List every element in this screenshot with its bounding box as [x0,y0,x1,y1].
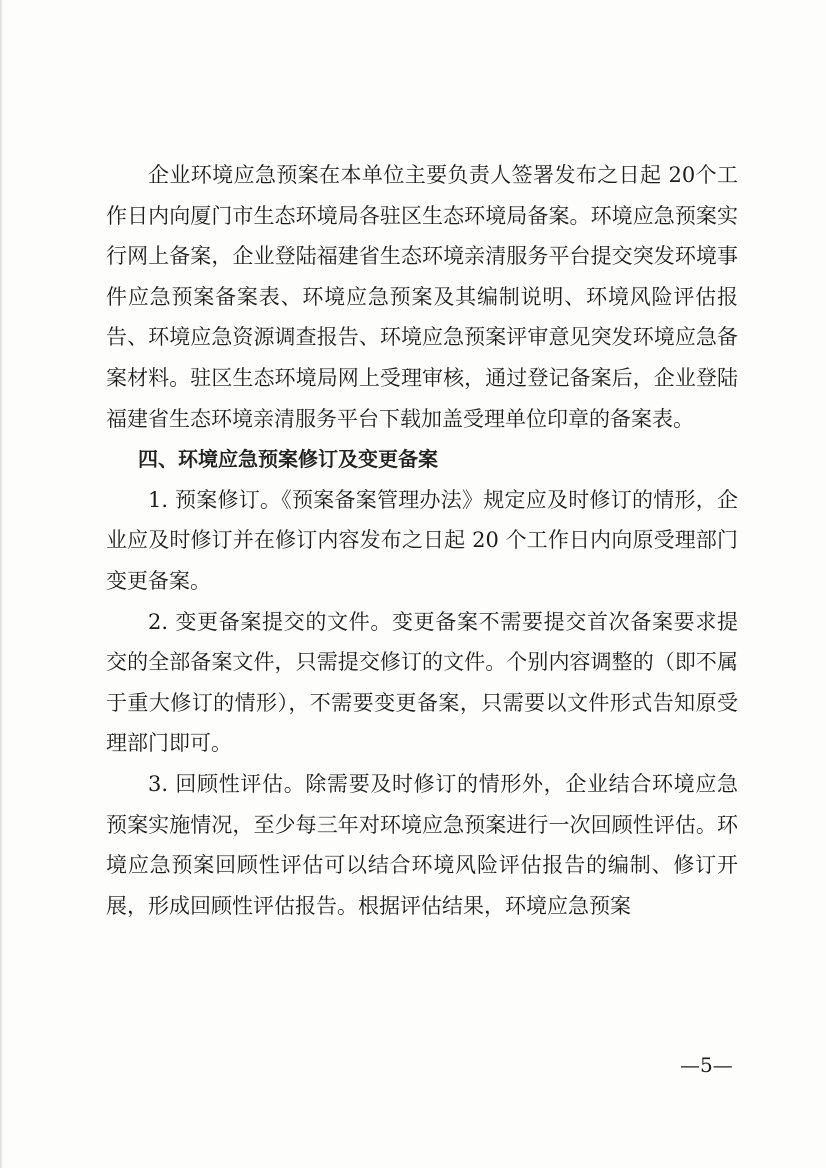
document-body [106,155,738,926]
scan-edge-shadow [0,0,3,1168]
paragraph-change-filing-documents: 2. 变更备案提交的文件。变更备案不需要提交首次备案要求提交的全部备案文件，只需提交修订的文件。个别内容调整的（即不属于重大修订的情形），不需要变更备案，只需要以文件形式告知原受理部门即可。 [106,609,738,756]
paragraph-filing-procedure: 企业环境应急预案在本单位主要负责人签署发布之日起 20个工作日内向厦门市生态环境局各驻区生态环境局备案。环境应急预案实行网上备案，企业登陆福建省生态环境亲清服务平台提交突发环境事件应急预案备案表、环境应急预案及其编制说明、环境风险评估报告、环境应急资源调查报告、环境应急预案评审意见突发环境应急备案材料。驻区生态环境局网上受理审核，通过登记备案后，企业登陆福建省生态环境亲清服务平台下载加盖受理单位印章的备案表。 [106,163,738,431]
paragraph-retrospective-evaluation: 3. 回顾性评估。除需要及时修订的情形外，企业结合环境应急预案实施情况，至少每三年对环境应急预案进行一次回顾性评估。环境应急预案回顾性评估可以结合环境风险评估报告的编制、修订开展，形成回顾性评估报告。根据评估结果，环境应急预案 [106,771,738,918]
paragraph-plan-revision: 1. 预案修订。《预案备案管理办法》规定应及时修订的情形，企业应及时修订并在修订内容发布之日起 20 个工作日内向原受理部门变更备案。 [106,487,738,593]
section-heading: 四、环境应急预案修订及变更备案 [138,447,438,472]
page-number: —5— [680,1053,733,1077]
